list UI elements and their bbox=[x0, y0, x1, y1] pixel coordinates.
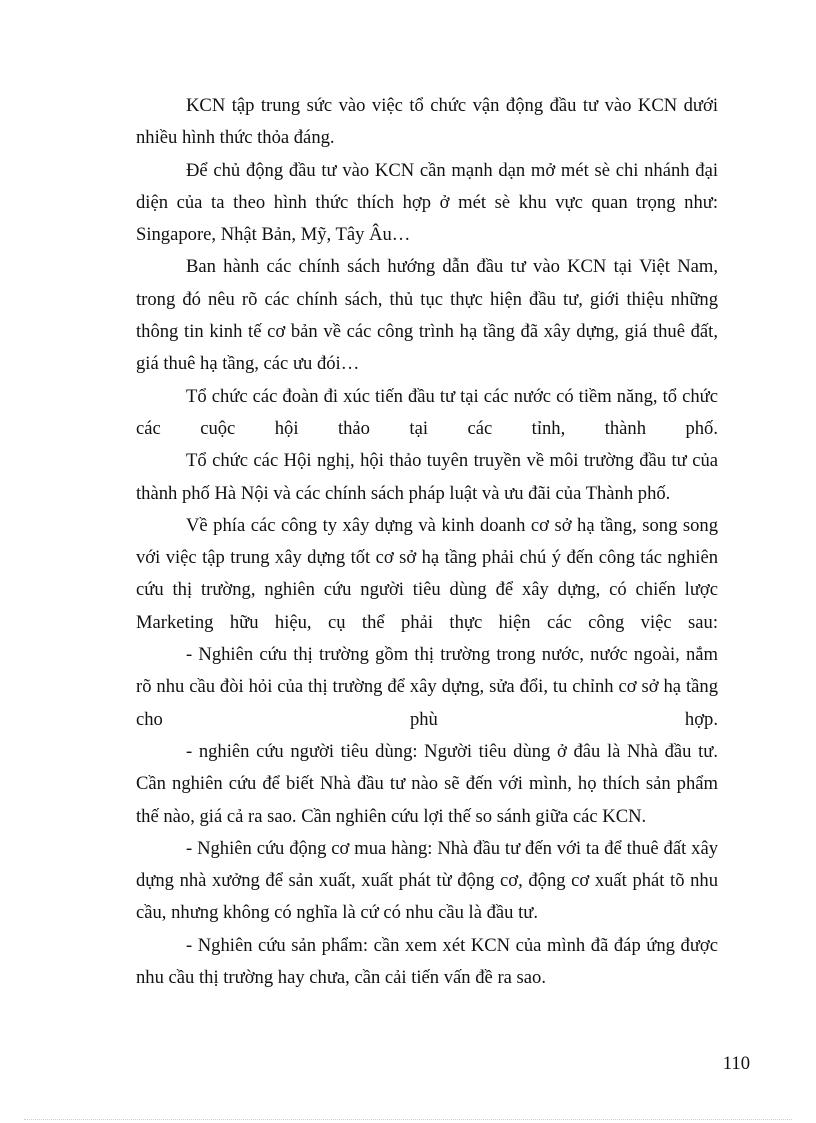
paragraph: - nghiên cứu người tiêu dùng: Người tiêu dùng ở đâu là Nhà đầu tư. Cần nghiên cứu để biết Nhà đầu tư nào sẽ đến với mình, họ thích sản phẩm thế nào, giá cả ra sao. Cần nghiên cứu lợi thế so sánh giữa các KCN. bbox=[136, 740, 718, 827]
paragraph: KCN tập trung sức vào việc tổ chức vận động đầu tư vào KCN dưới nhiều hình thức thỏa đáng. bbox=[136, 95, 718, 149]
paragraph: - Nghiên cứu động cơ mua hàng: Nhà đầu tư đến với ta để thuê đất xây dựng nhà xưởng để sản xuất, xuất phát từ động cơ, động cơ xuất phát tõ nhu cầu, nhưng không có nghĩa là cứ có nhu cầu là đầu tư. bbox=[136, 837, 718, 924]
paragraph: Tổ chức các Hội nghị, hội thảo tuyên truyền về môi trường đầu tư của thành phố Hà Nội và các chính sách pháp luật và ưu đãi của Thành phố. bbox=[136, 450, 718, 504]
paragraph: Về phía các công ty xây dựng và kinh doanh cơ sở hạ tầng, song song với việc tập trung xây dựng tốt cơ sở hạ tầng phải chú ý đến công tác nghiên cứu thị trường, nghiên cứu người tiêu dùng để xây dựng, có chiến lược Marketing hữu hiệu, cụ thể phải thực hiện các công việc sau: bbox=[136, 514, 718, 633]
paragraph: - Nghiên cứu thị trường gồm thị trường trong nước, nước ngoài, nắm rõ nhu cầu đòi hỏi của thị trường để xây dựng, sửa đổi, tu chỉnh cơ sở hạ tầng cho phù hợp. bbox=[136, 644, 718, 730]
paragraph: - Nghiên cứu sản phẩm: cần xem xét KCN của mình đã đáp ứng được nhu cầu thị trường hay chưa, cần cải tiến vấn đề ra sao. bbox=[136, 934, 718, 989]
body-text bbox=[136, 90, 718, 994]
paragraph: Để chủ động đầu tư vào KCN cần mạnh dạn mở mét sè chi nhánh đại diện của ta theo hình thức thích hợp ở mét sè khu vực quan trọng như: Singapore, Nhật Bản, Mỹ, Tây Âu… bbox=[136, 159, 718, 246]
footer-divider bbox=[24, 1119, 792, 1120]
paragraph: Ban hành các chính sách hướng dẫn đầu tư vào KCN tại Việt Nam, trong đó nêu rõ các chính sách, thủ tục thực hiện đầu tư, giới thiệu những thông tin kinh tế cơ bản về các công trình hạ tầng đã xây dựng, giá thuê đất, giá thuê hạ tầng, các ưu đói… bbox=[136, 256, 718, 375]
paragraph: Tổ chức các đoàn đi xúc tiến đầu tư tại các nước có tiềm năng, tổ chức các cuộc hội thảo tại các tỉnh, thành phố. bbox=[136, 385, 718, 439]
page-number: 110 bbox=[722, 1053, 750, 1074]
